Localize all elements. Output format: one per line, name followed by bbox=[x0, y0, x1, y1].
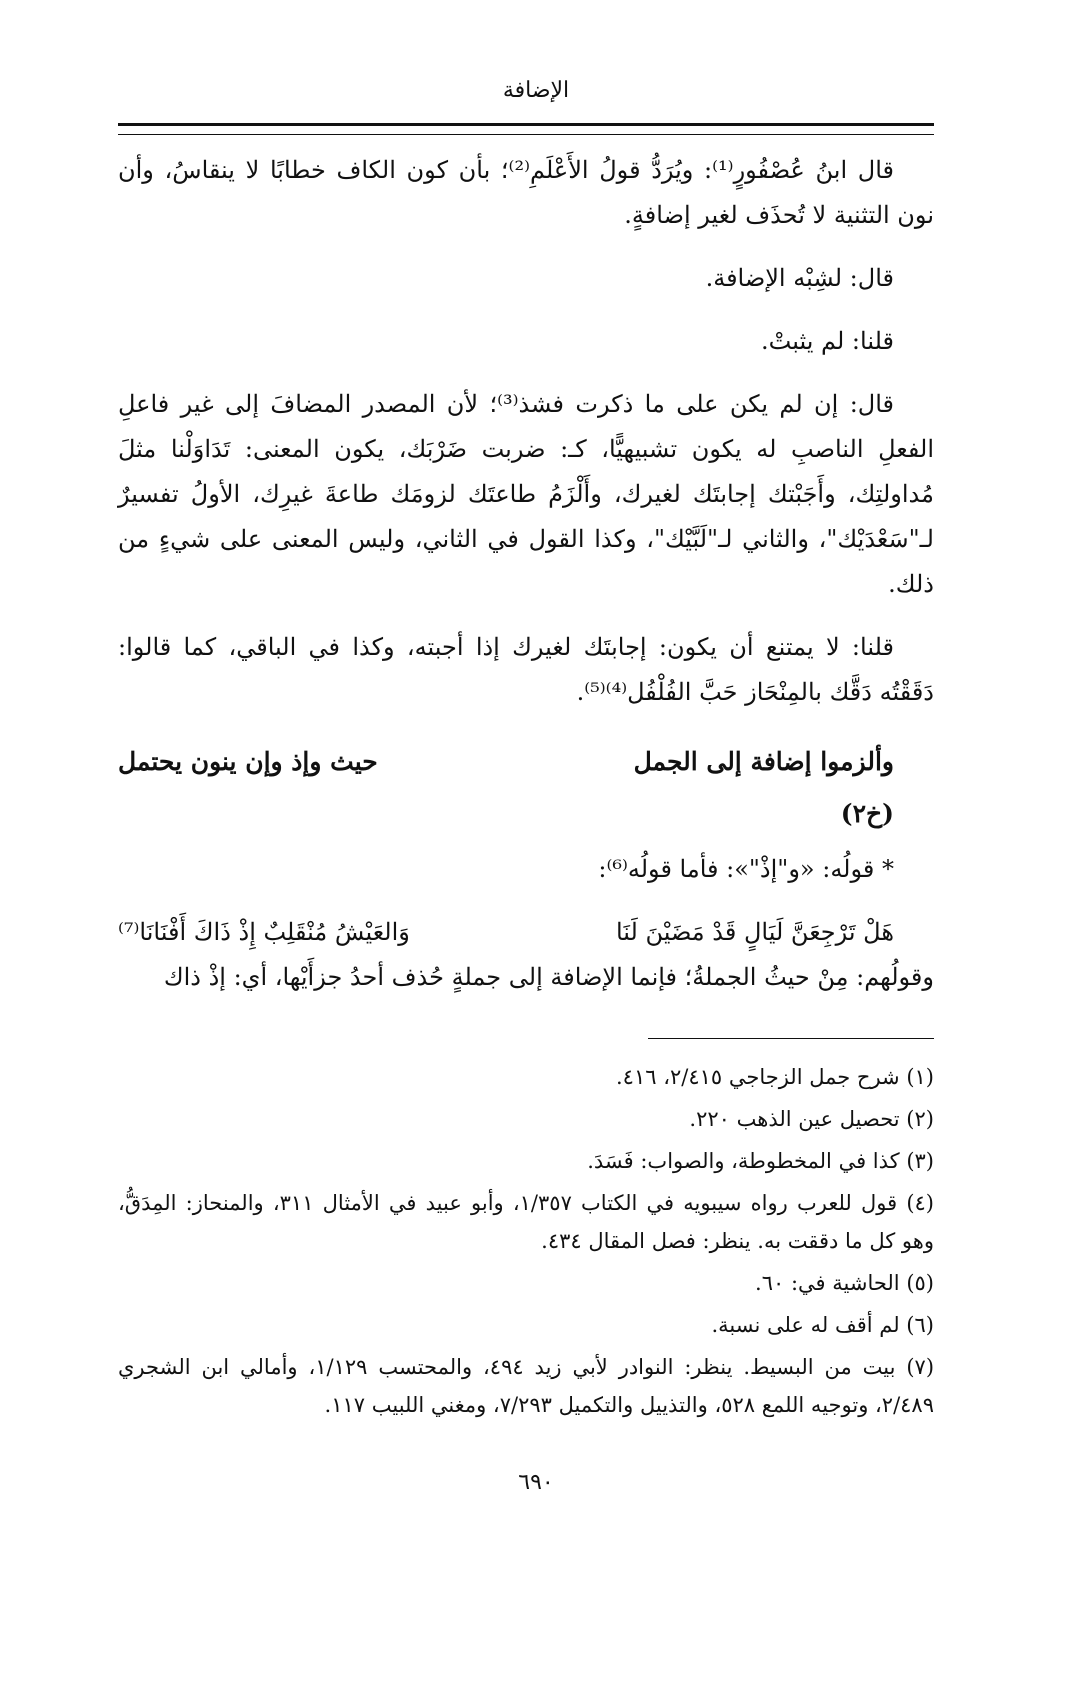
manuscript-code: (خ٢) bbox=[840, 799, 894, 828]
page-number: ٦٩٠ bbox=[518, 1470, 554, 1495]
alfiyya-verse bbox=[118, 737, 934, 787]
paragraph: وقولُهم: مِنْ حيثُ الجملةُ؛ فإنما الإضافة إلى جملةٍ حُذف أحدُ جزأَيْها، أي: إذْ ذاك bbox=[163, 963, 934, 991]
footnote: (١) شرح جمل الزجاجي ٢/٤١٥، ٤١٦. bbox=[615, 1065, 934, 1089]
poem-line bbox=[118, 910, 934, 955]
footnote: (٦) لم أقف له على نسبة. bbox=[711, 1313, 934, 1337]
footnotes bbox=[118, 1058, 934, 1428]
paragraph: قلنا: لا يمتنع أن يكون: إجابتَك لغيرك إذا أجبته، وكذا في الباقي، كما قالوا: دَقَقْتُه دَقَّك بالمِنْحَاز حَبَّ الفُلْفُل⁽⁴⁾⁽⁵⁾. bbox=[118, 633, 934, 706]
footnote: (٢) تحصيل عين الذهب ٢٢٠. bbox=[689, 1107, 934, 1131]
footnote: (٤) قول للعرب رواه سيبويه في الكتاب ١/٣٥٧، وأبو عبيد في الأمثال ٣١١، والمنحاز: المِدَقُّ، وهو كل ما دققت به. ينظر: فصل المقال ٤٣٤. bbox=[118, 1191, 934, 1253]
footnote-separator bbox=[648, 1038, 934, 1039]
poem-first-hemistich: هَلْ تَرْجِعَنَّ لَيَالٍ قَدْ مَضَيْنَ لَنَا bbox=[615, 918, 894, 946]
paragraph: * قولُه: «و"إذْ"»: فأما قولُه⁽⁶⁾: bbox=[598, 855, 894, 883]
header-rule-thin bbox=[118, 134, 934, 135]
footnote: (٥) الحاشية في: ٦٠. bbox=[755, 1271, 934, 1295]
running-title: الإضافة bbox=[502, 78, 570, 103]
paragraph: قلنا: لم يثبتْ. bbox=[761, 327, 894, 355]
footnote: (٣) كذا في المخطوطة، والصواب: فَسَدَ. bbox=[587, 1149, 934, 1173]
main-text bbox=[118, 148, 934, 1018]
footnote: (٧) بيت من البسيط. ينظر: النوادر لأبي زيد ٤٩٤، والمحتسب ١/١٢٩، وأمالي ابن الشجري ٢/٤٨٩، وتوجيه اللمع ٥٢٨، والتذييل والتكميل ٧/٢٩٣، ومغني اللبيب ١١٧. bbox=[118, 1355, 935, 1417]
poem-second-hemistich: وَالعَيْشُ مُنْقَلِبٌ إِذْ ذَاكَ أَفْنَانَا⁽⁷⁾ bbox=[118, 918, 410, 946]
verse-first-half: وألزموا إضافة إلى الجمل bbox=[633, 747, 894, 776]
header-rule-thick bbox=[118, 123, 934, 126]
paragraph: قال: إن لم يكن على ما ذكرت فشذ⁽³⁾؛ لأن المصدر المضافَ إلى غير فاعلِ الفعلِ الناصبِ له يكون تشبيهيًّا، كـ: ضربت ضَرْبَك، يكون المعنى: تَدَاوَلْنا مثلَ مُداولتِك، وأَجَبْتك إجابتَك لغيرك، وأَلْزَمُ طاعتَك لزومَك طاعةَ غيرِك، الأولُ تفسيرٌ لـ"سَعْدَيْك"، والثاني لـ"لَبَّيْك"، وكذا القول في الثاني، وليس المعنى على شيءٍ من ذلك. bbox=[118, 390, 934, 598]
paragraph: قال ابنُ عُصْفُورٍ⁽¹⁾: ويُرَدُّ قولُ الأَعْلَمِ⁽²⁾؛ بأن كون الكاف خطابًا لا ينقاسُ، وأن نون التثنية لا تُحذَف لغير إضافةٍ. bbox=[118, 156, 934, 229]
verse-second-half: حيث وإذ وإن ينون يحتمل bbox=[118, 747, 378, 776]
paragraph: قال: لشِبْه الإضافة. bbox=[705, 264, 894, 292]
